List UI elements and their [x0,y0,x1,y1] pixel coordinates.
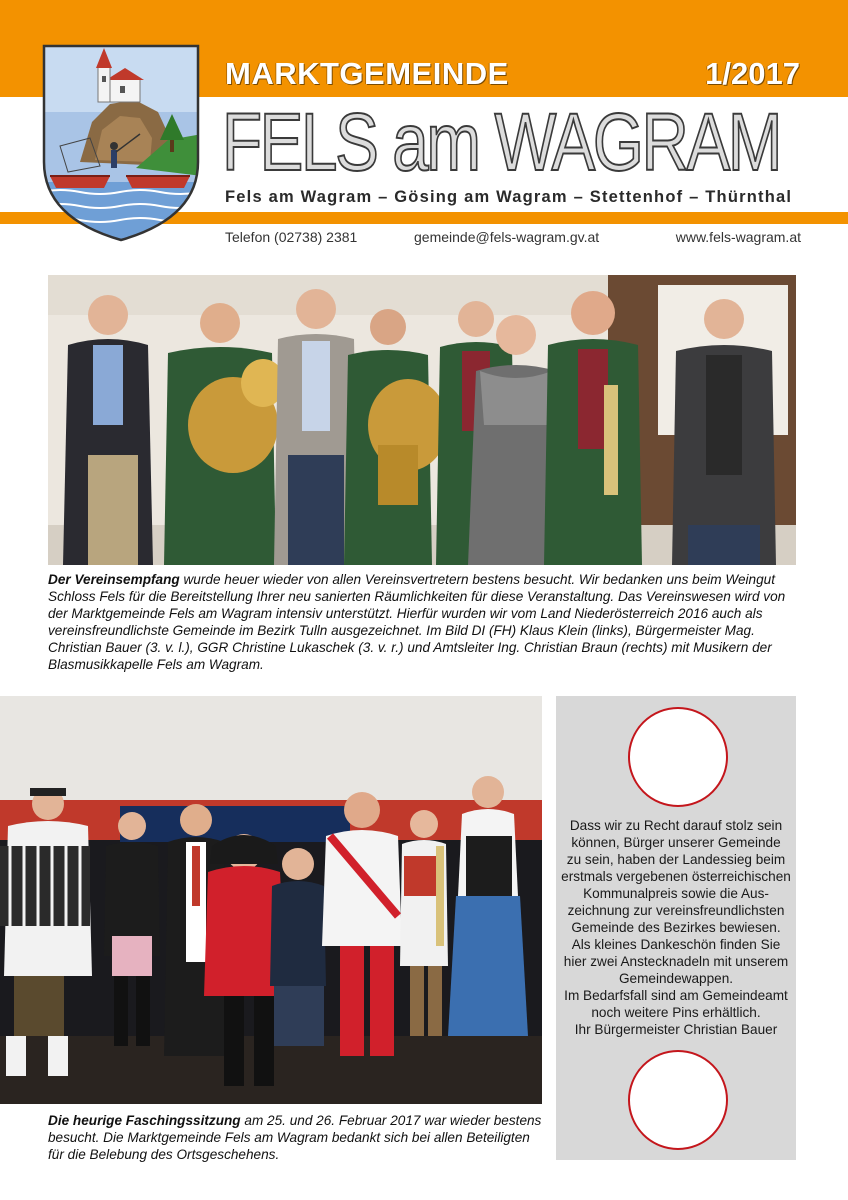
pin-info-line: können, Bürger unserer Gemeinde [571,835,781,850]
pin-info-line: Ihr Bürgermeister Christian Bauer [574,1022,778,1037]
caption-faschingssitzung [48,1112,544,1163]
contact-email[interactable]: gemeinde@fels-wagram.gv.at [414,229,600,245]
pin-info-line: Dass wir zu Recht darauf stolz sein [569,818,783,833]
coat-of-arms-icon [40,42,202,244]
pin-info-line: zu sein, haben der Landessieg beim [566,852,786,867]
pin-info-line: Als kleines Dankeschön finden Sie [571,937,781,952]
caption-vereinsempfang [48,571,796,673]
pin-placeholder-circle [628,707,728,807]
municipality-places: Fels am Wagram – Gösing am Wagram – Stettenhof – Thürnthal [225,188,793,206]
pin-placeholder-circle [628,1050,728,1150]
caption-lead: Die heurige Faschingssitzung [48,1113,241,1128]
caption-lead: Der Vereinsempfang [48,572,180,587]
pin-info-line: Kommunalpreis sowie die Aus- [583,886,769,901]
header-kicker: MARKTGEMEINDE [225,56,509,91]
pin-info-line: noch weitere Pins erhältlich. [591,1005,761,1020]
contact-website[interactable]: www.fels-wagram.at [675,229,801,245]
masthead-title: FELS am WAGRAM [222,97,781,188]
pin-info-line: Gemeindewappen. [618,971,734,986]
pin-info-text [560,817,792,1038]
issue-number: 1/2017 [705,56,800,91]
group-photo-vereinsempfang [48,275,796,565]
caption-body: wurde heuer wieder von allen Vereinsvertretern bestens besucht. Wir bedanken uns beim Weingut Schloss Fels für die Bereitstellung Ihrer neu sanierten Räumlichkeiten für diese Veranstaltung. Das Vereinswesen wird von der Marktgemeinde Fels am Wagram intensiv unterstützt. Hierfür wurden wir vom Land Niederösterreich 2016 auch als vereinsfreundlichste Gemeinde im Bezirk Tulln ausgezeichnet. Im Bild DI (FH) Klaus Klein (links), Bürgermeister Mag. Christian Bauer (3. v. l.), GGR Christine Lukaschek (3. v. r.) und Amtsleiter Ing. Christian Braun (rechts) mit Musikern der Blasmusikkapelle Fels am Wagram. [48,572,786,672]
pin-info-line: Im Bedarfsfall sind am Gemeindeamt [564,988,788,1003]
caption-body: am 25. und 26. Februar 2017 war wieder bestens besucht. Die Marktgemeinde Fels am Wagram bedankt sich bei allen Beteiligten für die Belebung des Ortsgeschehens. [48,1113,542,1162]
pin-info-line: Gemeinde des Bezirkes bewiesen. [571,920,781,935]
pin-info-line: erstmals vergebenen österreichischen [561,869,791,884]
pin-info-line: zeichnung zur vereinsfreundlichsten [567,903,785,918]
group-photo-faschingssitzung [0,696,542,1104]
contact-phone: Telefon (02738) 2381 [225,229,358,245]
pin-info-box [556,696,796,1160]
pin-info-line: hier zwei Anstecknadeln mit unserem [563,954,789,969]
